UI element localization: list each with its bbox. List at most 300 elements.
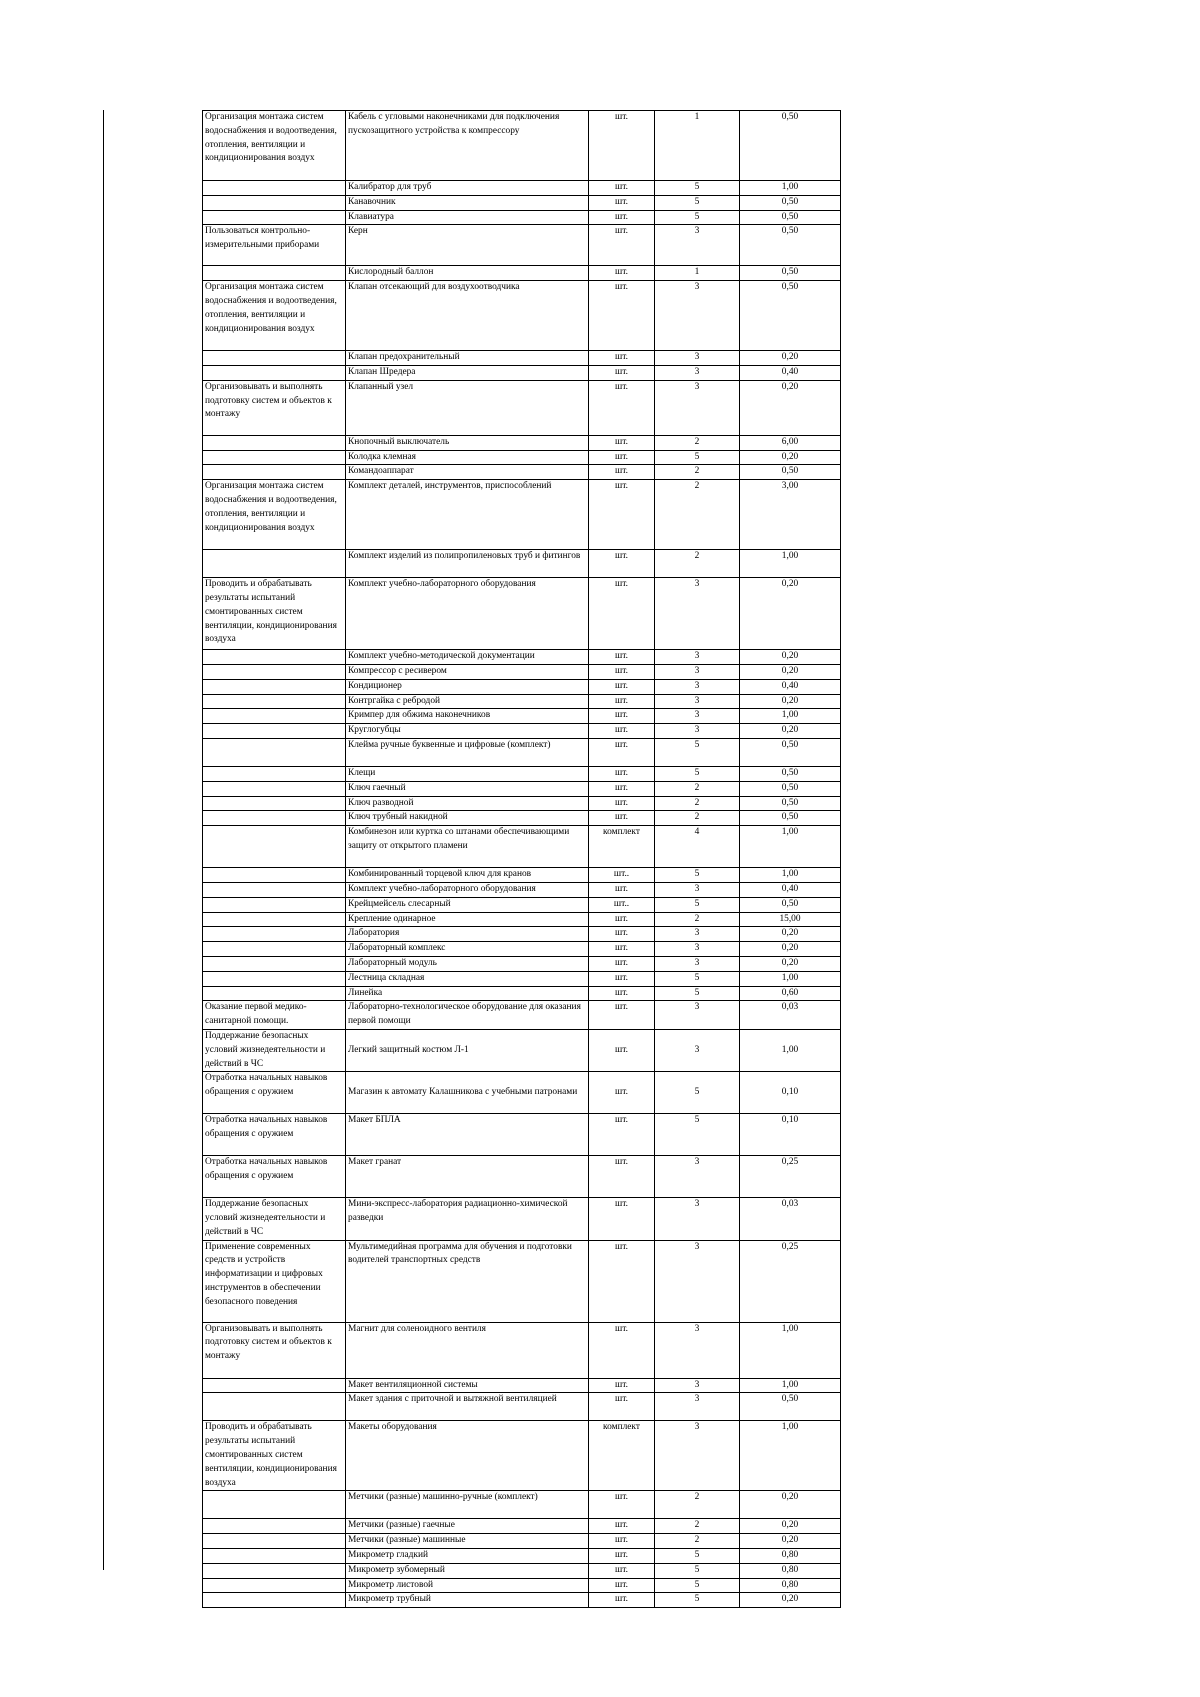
item-name-cell: Легкий защитный костюм Л-1 (346, 1029, 589, 1071)
competency-cell (203, 724, 346, 739)
value-cell: 0,20 (740, 664, 841, 679)
item-name-cell: Мультимедийная программа для обучения и подготовки водителей транспортных средств (346, 1240, 589, 1322)
quantity-cell: 3 (655, 956, 740, 971)
item-name-cell: Магнит для соленоидного вентиля (346, 1322, 589, 1378)
quantity-cell: 3 (655, 650, 740, 665)
quantity-cell: 5 (655, 766, 740, 781)
item-name-cell: Лаборатория (346, 927, 589, 942)
unit-cell: шт. (589, 210, 655, 225)
competency-cell (203, 450, 346, 465)
item-name-cell: Метчики (разные) машинно-ручные (комплект) (346, 1491, 589, 1519)
table-row (203, 1563, 841, 1578)
unit-cell: шт. (589, 365, 655, 380)
unit-cell: шт. (589, 111, 655, 181)
item-name-cell: Микрометр трубный (346, 1593, 589, 1608)
table-row (203, 1491, 841, 1519)
value-cell: 0,20 (740, 1534, 841, 1549)
competency-cell: Организация монтажа систем водоснабжения и водоотведения, отопления, вентиляции и кондиционирования воздух (203, 111, 346, 181)
table-row (203, 181, 841, 196)
competency-cell (203, 1534, 346, 1549)
table-row (203, 796, 841, 811)
value-cell: 0,60 (740, 986, 841, 1001)
competency-cell: Организовывать и выполнять подготовку систем и объектов к монтажу (203, 1322, 346, 1378)
competency-cell: Организация монтажа систем водоснабжения и водоотведения, отопления, вентиляции и кондиционирования воздух (203, 480, 346, 550)
unit-cell: шт. (589, 1029, 655, 1071)
item-name-cell: Кабель с угловыми наконечниками для подключения пускозащитного устройства к компрессору (346, 111, 589, 181)
value-cell: 0,20 (740, 450, 841, 465)
quantity-cell: 5 (655, 1549, 740, 1564)
table-row (203, 210, 841, 225)
unit-cell: шт. (589, 1378, 655, 1393)
competency-cell: Организация монтажа систем водоснабжения и водоотведения, отопления, вентиляции и кондиционирования воздух (203, 281, 346, 351)
value-cell: 0,20 (740, 1519, 841, 1534)
competency-cell (203, 465, 346, 480)
value-cell: 0,20 (740, 694, 841, 709)
table-row (203, 1029, 841, 1071)
value-cell: 0,20 (740, 1491, 841, 1519)
item-name-cell: Комбинированный торцевой ключ для кранов (346, 868, 589, 883)
quantity-cell: 2 (655, 912, 740, 927)
value-cell: 1,00 (740, 1421, 841, 1491)
table-row (203, 1378, 841, 1393)
table-row (203, 956, 841, 971)
table-row (203, 1578, 841, 1593)
item-name-cell: Лабораторный модуль (346, 956, 589, 971)
table-row (203, 266, 841, 281)
table-row (203, 1156, 841, 1198)
unit-cell: шт. (589, 694, 655, 709)
item-name-cell: Клавиатура (346, 210, 589, 225)
quantity-cell: 3 (655, 942, 740, 957)
item-name-cell: Клейма ручные буквенные и цифровые (комплект) (346, 738, 589, 766)
table-row (203, 1534, 841, 1549)
competency-cell (203, 1578, 346, 1593)
competency-cell (203, 971, 346, 986)
item-name-cell: Комплект изделий из полипропиленовых труб и фитингов (346, 550, 589, 578)
quantity-cell: 3 (655, 351, 740, 366)
item-name-cell: Командоаппарат (346, 465, 589, 480)
competency-cell (203, 1563, 346, 1578)
quantity-cell: 3 (655, 927, 740, 942)
value-cell: 0,20 (740, 1593, 841, 1608)
competency-cell (203, 679, 346, 694)
item-name-cell: Крепление одинарное (346, 912, 589, 927)
value-cell: 0,20 (740, 942, 841, 957)
item-name-cell: Комплект учебно-лабораторного оборудования (346, 578, 589, 650)
value-cell: 0,80 (740, 1563, 841, 1578)
competency-cell (203, 766, 346, 781)
unit-cell: шт. (589, 1563, 655, 1578)
table-row (203, 550, 841, 578)
quantity-cell: 3 (655, 694, 740, 709)
item-name-cell: Ключ трубный накидной (346, 811, 589, 826)
quantity-cell: 3 (655, 664, 740, 679)
unit-cell: шт. (589, 912, 655, 927)
unit-cell: шт. (589, 724, 655, 739)
table-row (203, 435, 841, 450)
quantity-cell: 3 (655, 679, 740, 694)
item-name-cell: Клапан отсекающий для воздухоотводчика (346, 281, 589, 351)
quantity-cell: 5 (655, 738, 740, 766)
item-name-cell: Компрессор с ресивером (346, 664, 589, 679)
item-name-cell: Кнопочный выключатель (346, 435, 589, 450)
item-name-cell: Лабораторный комплекс (346, 942, 589, 957)
table-row (203, 1114, 841, 1156)
quantity-cell: 3 (655, 365, 740, 380)
table-row (203, 380, 841, 435)
quantity-cell: 3 (655, 1421, 740, 1491)
competency-cell: Пользоваться контрольно-измерительными приборами (203, 225, 346, 266)
quantity-cell: 2 (655, 1491, 740, 1519)
item-name-cell: Лестница складная (346, 971, 589, 986)
unit-cell: шт. (589, 1534, 655, 1549)
unit-cell: шт. (589, 1198, 655, 1240)
item-name-cell: Колодка клемная (346, 450, 589, 465)
value-cell: 0,10 (740, 1072, 841, 1114)
unit-cell: шт. (589, 450, 655, 465)
competency-cell: Отработка начальных навыков обращения с оружием (203, 1072, 346, 1114)
quantity-cell: 2 (655, 811, 740, 826)
value-cell: 0,50 (740, 266, 841, 281)
quantity-cell: 3 (655, 1393, 740, 1421)
unit-cell: шт. (589, 796, 655, 811)
table-row (203, 868, 841, 883)
competency-cell (203, 1491, 346, 1519)
competency-cell: Отработка начальных навыков обращения с оружием (203, 1114, 346, 1156)
table-row (203, 1001, 841, 1030)
value-cell: 0,50 (740, 766, 841, 781)
unit-cell: шт. (589, 465, 655, 480)
item-name-cell: Кислородный баллон (346, 266, 589, 281)
quantity-cell: 5 (655, 1563, 740, 1578)
table-row (203, 1393, 841, 1421)
value-cell: 0,50 (740, 465, 841, 480)
table-row (203, 738, 841, 766)
quantity-cell: 3 (655, 1156, 740, 1198)
quantity-cell: 5 (655, 986, 740, 1001)
competency-cell (203, 435, 346, 450)
unit-cell: шт. (589, 225, 655, 266)
competency-cell (203, 781, 346, 796)
quantity-cell: 3 (655, 281, 740, 351)
unit-cell: шт. (589, 1114, 655, 1156)
quantity-cell: 2 (655, 796, 740, 811)
competency-cell (203, 1519, 346, 1534)
unit-cell: шт. (589, 927, 655, 942)
unit-cell: шт. (589, 664, 655, 679)
item-name-cell: Линейка (346, 986, 589, 1001)
table-row (203, 195, 841, 210)
unit-cell: шт. (589, 1593, 655, 1608)
item-name-cell: Контргайка с ребродой (346, 694, 589, 709)
quantity-cell: 5 (655, 897, 740, 912)
quantity-cell: 5 (655, 450, 740, 465)
unit-cell: шт. (589, 181, 655, 196)
item-name-cell: Ключ гаечный (346, 781, 589, 796)
table-row (203, 826, 841, 868)
table-row (203, 1421, 841, 1491)
competency-cell (203, 550, 346, 578)
table-row (203, 225, 841, 266)
unit-cell: шт. (589, 480, 655, 550)
unit-cell: шт. (589, 811, 655, 826)
value-cell: 1,00 (740, 1029, 841, 1071)
value-cell: 0,40 (740, 882, 841, 897)
competency-cell (203, 694, 346, 709)
table-row (203, 986, 841, 1001)
quantity-cell: 5 (655, 1114, 740, 1156)
table-row (203, 450, 841, 465)
unit-cell: шт. (589, 882, 655, 897)
item-name-cell: Лабораторно-технологическое оборудование для оказания первой помощи (346, 1001, 589, 1030)
competency-cell: Проводить и обрабатывать результаты испытаний смонтированных систем вентиляции, кондиционирования воздуха (203, 578, 346, 650)
competency-cell (203, 195, 346, 210)
item-name-cell: Макет вентиляционной системы (346, 1378, 589, 1393)
item-name-cell: Микрометр гладкий (346, 1549, 589, 1564)
quantity-cell: 4 (655, 826, 740, 868)
item-name-cell: Метчики (разные) гаечные (346, 1519, 589, 1534)
unit-cell: шт. (589, 1578, 655, 1593)
competency-cell (203, 882, 346, 897)
value-cell: 6,00 (740, 435, 841, 450)
item-name-cell: Макет БПЛА (346, 1114, 589, 1156)
value-cell: 0,20 (740, 578, 841, 650)
table-row (203, 281, 841, 351)
value-cell: 0,20 (740, 351, 841, 366)
competency-cell (203, 927, 346, 942)
quantity-cell: 3 (655, 1198, 740, 1240)
quantity-cell: 3 (655, 709, 740, 724)
competency-cell (203, 1393, 346, 1421)
table-row (203, 724, 841, 739)
competency-cell (203, 266, 346, 281)
unit-cell: шт. (589, 679, 655, 694)
quantity-cell: 3 (655, 1322, 740, 1378)
table-row (203, 766, 841, 781)
table-row (203, 971, 841, 986)
competency-cell (203, 811, 346, 826)
value-cell: 0,50 (740, 781, 841, 796)
quantity-cell: 1 (655, 111, 740, 181)
competency-cell (203, 650, 346, 665)
competency-cell (203, 897, 346, 912)
quantity-cell: 3 (655, 225, 740, 266)
unit-cell: шт. (589, 956, 655, 971)
table-row (203, 1593, 841, 1608)
quantity-cell: 3 (655, 1029, 740, 1071)
value-cell: 1,00 (740, 1378, 841, 1393)
value-cell: 0,50 (740, 225, 841, 266)
table-row (203, 811, 841, 826)
unit-cell: шт. (589, 1393, 655, 1421)
competency-cell: Применение современных средств и устройств информатизации и цифровых инструментов в обеспечении безопасного поведения (203, 1240, 346, 1322)
quantity-cell: 1 (655, 266, 740, 281)
competency-cell: Проводить и обрабатывать результаты испытаний смонтированных систем вентиляции, кондиционирования воздуха (203, 1421, 346, 1491)
competency-cell (203, 1593, 346, 1608)
value-cell: 1,00 (740, 1322, 841, 1378)
table-row (203, 1198, 841, 1240)
value-cell: 0,50 (740, 210, 841, 225)
quantity-cell: 5 (655, 1593, 740, 1608)
unit-cell: шт. (589, 435, 655, 450)
value-cell: 0,03 (740, 1001, 841, 1030)
competency-cell (203, 1378, 346, 1393)
unit-cell: шт. (589, 766, 655, 781)
table-row (203, 912, 841, 927)
value-cell: 0,50 (740, 281, 841, 351)
table-row (203, 1519, 841, 1534)
quantity-cell: 5 (655, 195, 740, 210)
quantity-cell: 2 (655, 1519, 740, 1534)
item-name-cell: Крейцмейсель слесарный (346, 897, 589, 912)
table-row (203, 927, 841, 942)
table-row (203, 465, 841, 480)
competency-cell (203, 351, 346, 366)
unit-cell: шт. (589, 709, 655, 724)
table-row (203, 1240, 841, 1322)
table-row (203, 578, 841, 650)
unit-cell: шт. (589, 781, 655, 796)
table-row (203, 1549, 841, 1564)
item-name-cell: Клещи (346, 766, 589, 781)
item-name-cell: Метчики (разные) машинные (346, 1534, 589, 1549)
table-row (203, 365, 841, 380)
item-name-cell: Кондиционер (346, 679, 589, 694)
quantity-cell: 3 (655, 578, 740, 650)
item-name-cell: Клапанный узел (346, 380, 589, 435)
competency-cell (203, 956, 346, 971)
unit-cell: комплект (589, 826, 655, 868)
equipment-table (202, 110, 841, 1608)
unit-cell: шт. (589, 1072, 655, 1114)
table-row (203, 111, 841, 181)
item-name-cell: Макеты оборудования (346, 1421, 589, 1491)
value-cell: 0,20 (740, 650, 841, 665)
table-row (203, 942, 841, 957)
value-cell: 0,10 (740, 1114, 841, 1156)
value-cell: 0,80 (740, 1578, 841, 1593)
value-cell: 0,20 (740, 724, 841, 739)
value-cell: 15,00 (740, 912, 841, 927)
competency-cell (203, 181, 346, 196)
value-cell: 0,50 (740, 811, 841, 826)
value-cell: 0,50 (740, 111, 841, 181)
competency-cell (203, 826, 346, 868)
quantity-cell: 5 (655, 210, 740, 225)
value-cell: 1,00 (740, 550, 841, 578)
table-row (203, 679, 841, 694)
item-name-cell: Керн (346, 225, 589, 266)
item-name-cell: Мини-экспресс-лаборатория радиационно-химической разведки (346, 1198, 589, 1240)
unit-cell: шт. (589, 351, 655, 366)
unit-cell: шт. (589, 1549, 655, 1564)
unit-cell: шт. (589, 195, 655, 210)
value-cell: 0,80 (740, 1549, 841, 1564)
quantity-cell: 2 (655, 465, 740, 480)
equipment-table-body (203, 111, 841, 1608)
quantity-cell: 3 (655, 1001, 740, 1030)
unit-cell: шт. (589, 578, 655, 650)
competency-cell: Поддержание безопасных условий жизнедеятельности и действий в ЧС (203, 1198, 346, 1240)
item-name-cell: Микрометр зубомерный (346, 1563, 589, 1578)
quantity-cell: 2 (655, 435, 740, 450)
item-name-cell: Комбинезон или куртка со штанами обеспечивающими защиту от открытого пламени (346, 826, 589, 868)
unit-cell: шт. (589, 942, 655, 957)
competency-cell (203, 365, 346, 380)
competency-cell (203, 912, 346, 927)
competency-cell (203, 709, 346, 724)
quantity-cell: 2 (655, 781, 740, 796)
unit-cell: шт. (589, 1491, 655, 1519)
value-cell: 1,00 (740, 971, 841, 986)
unit-cell: шт. (589, 1322, 655, 1378)
competency-cell (203, 796, 346, 811)
quantity-cell: 2 (655, 1534, 740, 1549)
value-cell: 0,25 (740, 1240, 841, 1322)
unit-cell: шт. (589, 1519, 655, 1534)
competency-cell (203, 1549, 346, 1564)
item-name-cell: Ключ разводной (346, 796, 589, 811)
quantity-cell: 5 (655, 971, 740, 986)
unit-cell: шт. (589, 1240, 655, 1322)
quantity-cell: 5 (655, 1578, 740, 1593)
value-cell: 0,40 (740, 679, 841, 694)
unit-cell: шт. (589, 986, 655, 1001)
item-name-cell: Круглогубцы (346, 724, 589, 739)
value-cell: 0,40 (740, 365, 841, 380)
item-name-cell: Комплект деталей, инструментов, приспособлений (346, 480, 589, 550)
unit-cell: шт. (589, 1156, 655, 1198)
table-row (203, 882, 841, 897)
table-row (203, 694, 841, 709)
competency-cell (203, 738, 346, 766)
quantity-cell: 3 (655, 724, 740, 739)
table-row (203, 897, 841, 912)
quantity-cell: 2 (655, 480, 740, 550)
unit-cell: комплект (589, 1421, 655, 1491)
value-cell: 1,00 (740, 709, 841, 724)
value-cell: 1,00 (740, 868, 841, 883)
competency-cell (203, 210, 346, 225)
unit-cell: шт. (589, 550, 655, 578)
quantity-cell: 3 (655, 380, 740, 435)
quantity-cell: 5 (655, 868, 740, 883)
item-name-cell: Клапан предохранительный (346, 351, 589, 366)
left-margin-line (103, 110, 104, 1570)
competency-cell: Поддержание безопасных условий жизнедеятельности и действий в ЧС (203, 1029, 346, 1071)
value-cell: 0,03 (740, 1198, 841, 1240)
value-cell: 1,00 (740, 826, 841, 868)
quantity-cell: 5 (655, 1072, 740, 1114)
competency-cell (203, 664, 346, 679)
quantity-cell: 3 (655, 1378, 740, 1393)
table-row (203, 480, 841, 550)
unit-cell: шт. (589, 266, 655, 281)
quantity-cell: 3 (655, 882, 740, 897)
value-cell: 0,50 (740, 796, 841, 811)
value-cell: 0,20 (740, 956, 841, 971)
item-name-cell: Магазин к автомату Калашникова с учебными патронами (346, 1072, 589, 1114)
value-cell: 0,25 (740, 1156, 841, 1198)
table-row (203, 1072, 841, 1114)
value-cell: 0,20 (740, 380, 841, 435)
unit-cell: шт.. (589, 868, 655, 883)
quantity-cell: 5 (655, 181, 740, 196)
table-row (203, 650, 841, 665)
competency-cell: Отработка начальных навыков обращения с оружием (203, 1156, 346, 1198)
unit-cell: шт. (589, 971, 655, 986)
table-row (203, 781, 841, 796)
